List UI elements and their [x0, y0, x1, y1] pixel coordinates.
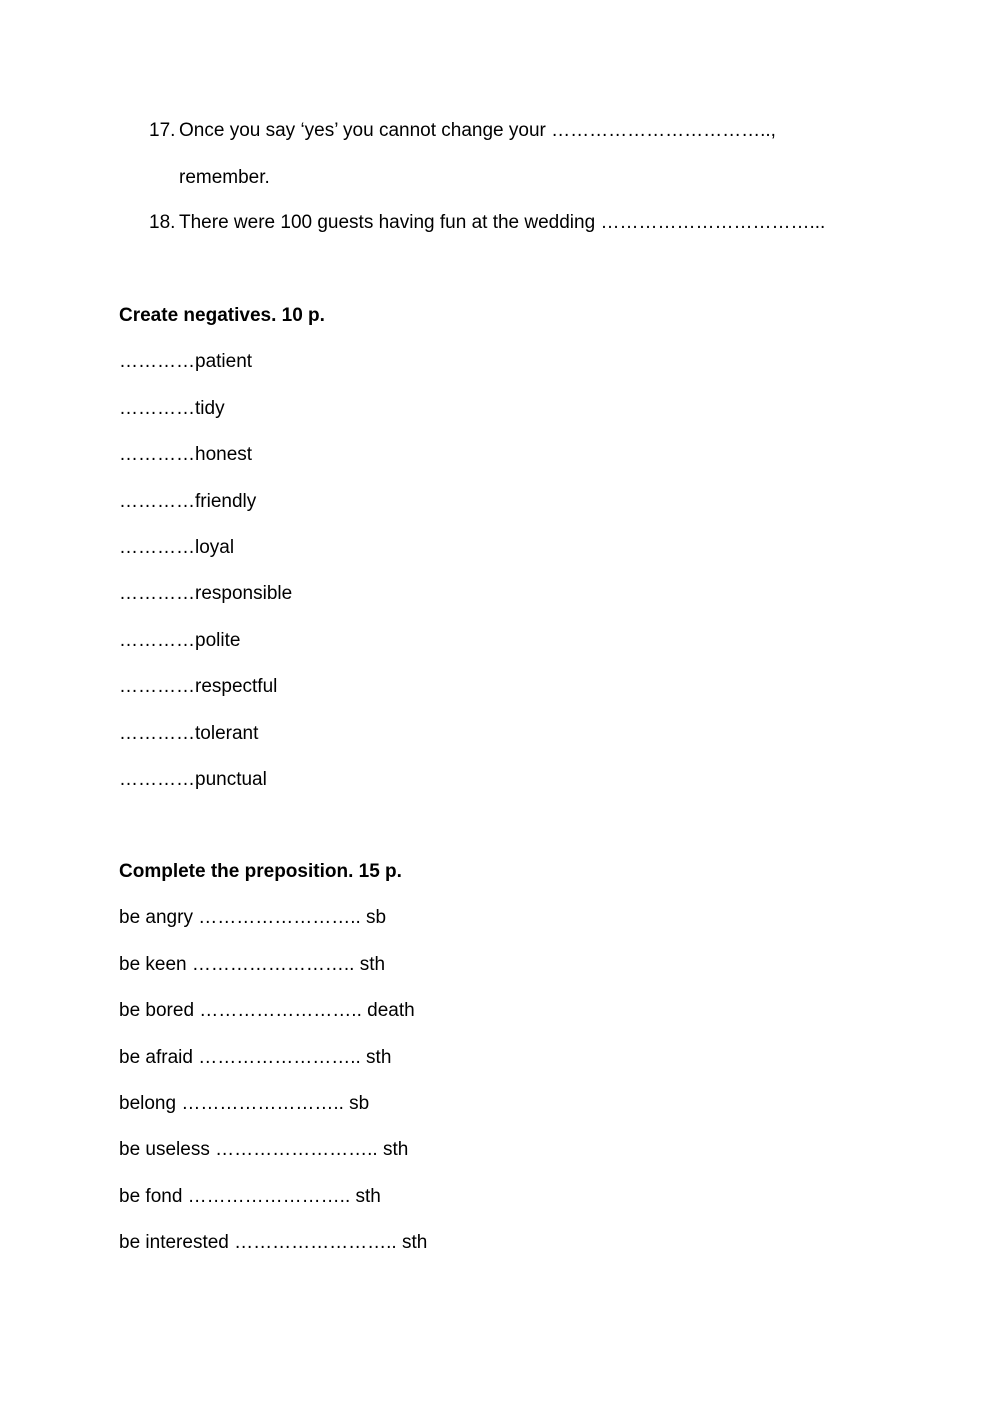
- negative-item: [119, 768, 267, 792]
- word: honest: [195, 444, 253, 465]
- preposition-item: be afraid …………………….. sth: [119, 1047, 392, 1068]
- preposition-item: be bored …………………….. death: [119, 1000, 415, 1021]
- preposition-item: be keen …………………….. sth: [119, 954, 386, 975]
- preposition-item: be useless …………………….. sth: [119, 1139, 409, 1160]
- sentence-text: There were 100 guests having fun at the wedding ……………………………...: [179, 212, 826, 233]
- negative-item: [119, 582, 292, 606]
- prepositions-heading: Complete the preposition. 15 p.: [119, 861, 402, 882]
- word: tolerant: [195, 723, 259, 744]
- sentence-number: 18.: [149, 212, 176, 233]
- negative-item: [119, 675, 277, 699]
- blank: …………: [119, 398, 195, 419]
- word: tidy: [195, 398, 225, 419]
- word: respectful: [195, 676, 278, 697]
- blank: …………: [119, 769, 195, 790]
- preposition-item: be interested …………………….. sth: [119, 1232, 428, 1253]
- sentence-number: 17.: [149, 120, 176, 141]
- negatives-heading: Create negatives. 10 p.: [119, 305, 325, 326]
- negative-item: [119, 629, 240, 653]
- blank: …………: [119, 676, 195, 697]
- negative-item: [119, 443, 252, 467]
- negative-item: [119, 490, 256, 514]
- negative-item: [119, 536, 234, 560]
- blank: …………: [119, 723, 195, 744]
- negative-item: [119, 350, 252, 374]
- blank: …………: [119, 351, 195, 372]
- sentence-text: Once you say ‘yes’ you cannot change your ……………………………..,: [179, 120, 776, 141]
- word: responsible: [195, 583, 293, 604]
- negative-item: [119, 722, 258, 746]
- word: polite: [195, 630, 241, 651]
- blank: …………: [119, 491, 195, 512]
- sentence-17: [149, 119, 776, 143]
- word: loyal: [195, 537, 235, 558]
- sentence-18: [149, 211, 825, 235]
- sentence-17-continuation: remember.: [179, 167, 270, 188]
- blank: …………: [119, 444, 195, 465]
- blank: …………: [119, 583, 195, 604]
- negative-item: [119, 397, 225, 421]
- preposition-item: be angry …………………….. sb: [119, 907, 387, 928]
- blank: …………: [119, 630, 195, 651]
- blank: …………: [119, 537, 195, 558]
- word: patient: [195, 351, 253, 372]
- word: punctual: [195, 769, 267, 790]
- preposition-item: be fond …………………….. sth: [119, 1186, 381, 1207]
- word: friendly: [195, 491, 257, 512]
- preposition-item: belong …………………….. sb: [119, 1093, 370, 1114]
